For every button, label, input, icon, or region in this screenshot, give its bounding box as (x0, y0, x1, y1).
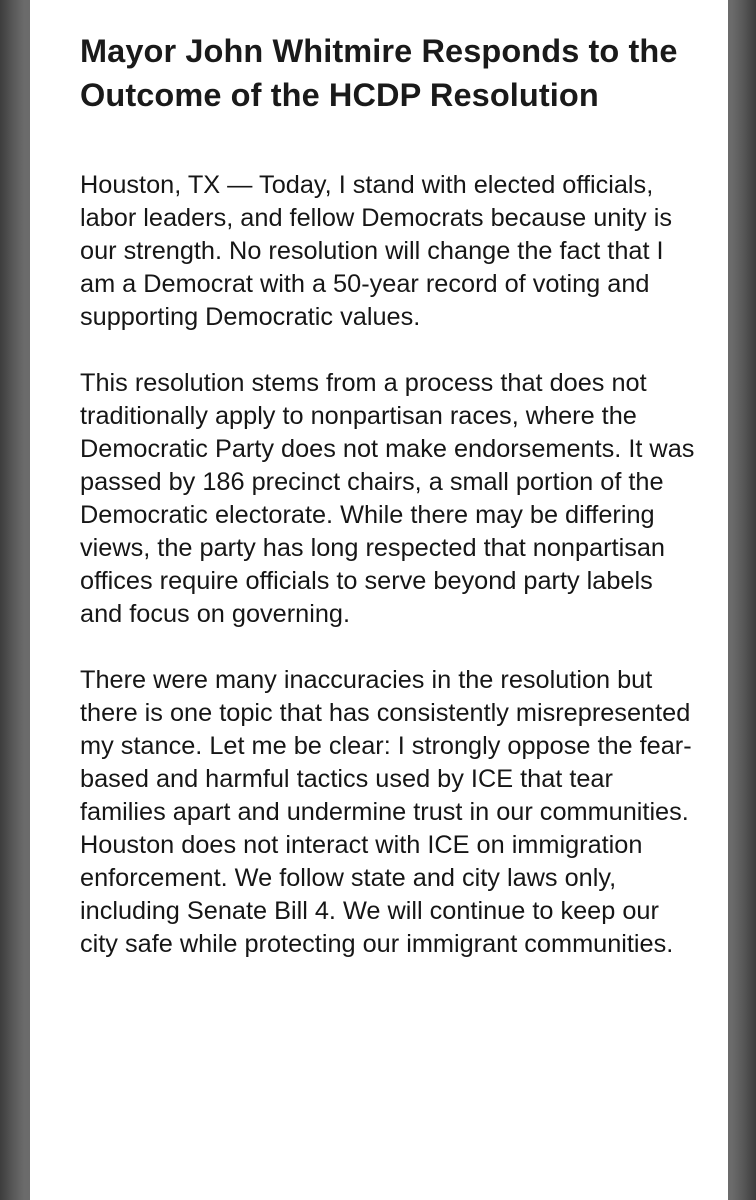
paragraph-process: This resolution stems from a process that does not traditionally apply to nonpartisan races, where the Democratic Party does not make endorsements. It was passed by 186 precinct chairs, a small portion of the Democratic electorate. While there may be differing views, the party has long respected that nonpartisan offices require officials to serve beyond party labels and focus on governing. (80, 369, 695, 629)
page-title: Mayor John Whitmire Responds to the Outcome of the HCDP Resolution (80, 33, 678, 113)
paragraph-ice-stance: There were many inaccuracies in the resolution but there is one topic that has consistently misrepresented my stance. Let me be clear: I strongly oppose the fear-based and harmful tactics used by ICE that tear families apart and undermine trust in our communities. Houston does not interact with ICE on immigration enforcement. We follow state and city laws only, including Senate Bill 4. We will continue to keep our city safe while protecting our immigrant communities. (80, 666, 692, 959)
paragraph-intro: Houston, TX — Today, I stand with elected officials, labor leaders, and fellow Democrats because unity is our strength. No resolution will change the fact that I am a Democrat with a 50-year record of voting and supporting Democratic values. (80, 171, 672, 332)
document-page (30, 0, 728, 1200)
